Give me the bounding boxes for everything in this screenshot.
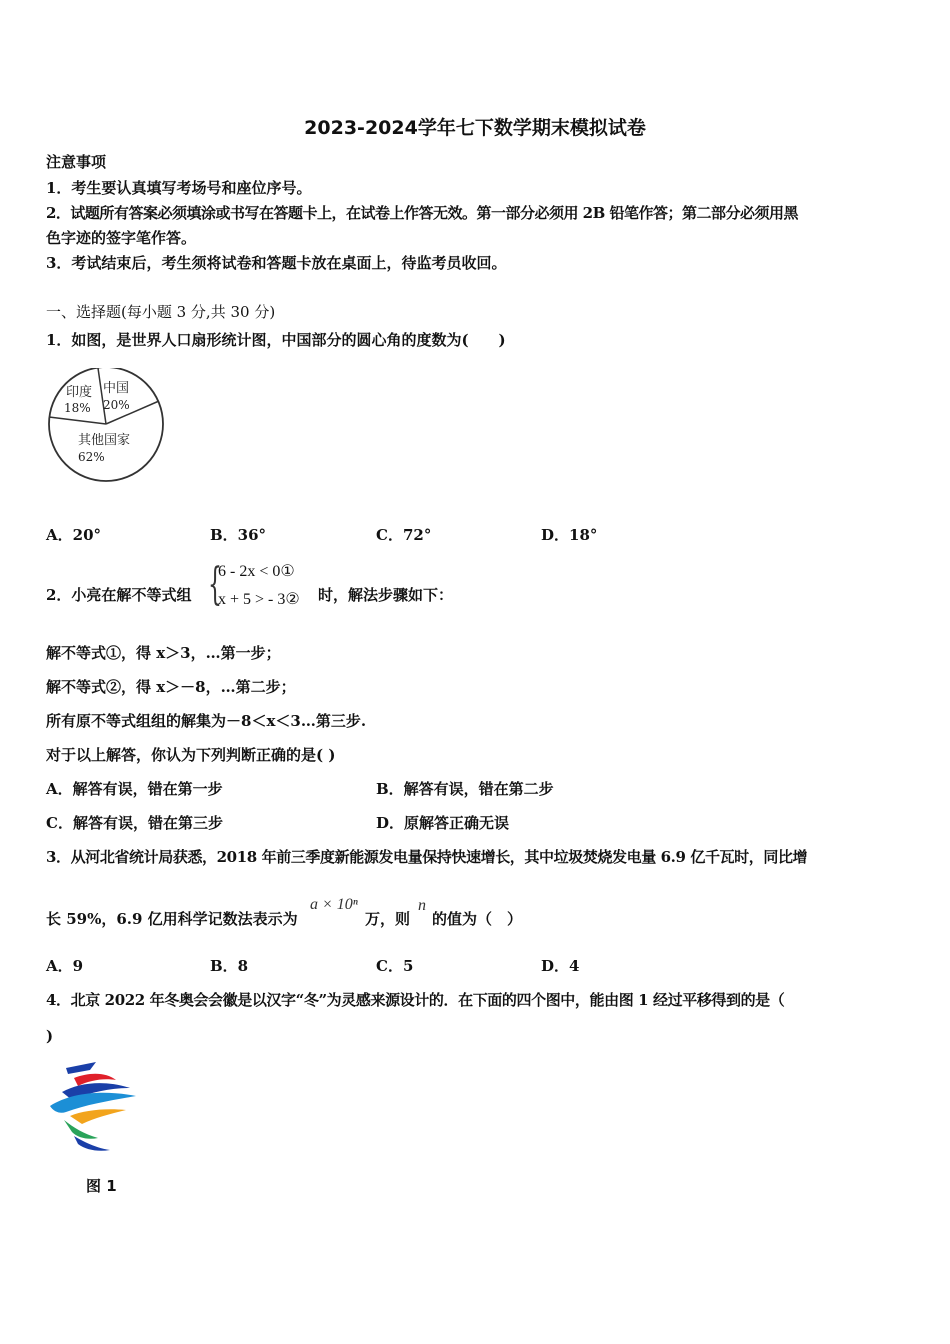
population-pie-chart — [40, 368, 170, 490]
q4-line-1: 4．北京 2022 年冬奥会会徽是以汉字“冬”为灵感来源设计的．在下面的四个图中，能由图 1 经过平移得到的是（ — [46, 991, 785, 1009]
q2-step-3: 所有原不等式组组的解集为－8＜x＜3…第三步. — [46, 712, 367, 730]
q3-option-d: D．4 — [541, 957, 580, 975]
q3-option-a: A．9 — [46, 957, 84, 975]
q3-line-2-mid: 万，则 — [365, 910, 411, 928]
pie-value-india: 18% — [64, 401, 91, 415]
q2-step-1: 解不等式①，得 x＞3，…第一步； — [46, 644, 281, 662]
notice-item-2b: 色字迹的签字笔作答。 — [46, 229, 197, 247]
variable-n: n — [418, 897, 426, 914]
q2-stem-suffix: 时，解法步骤如下： — [318, 586, 454, 604]
q2-option-a: A．解答有误，错在第一步 — [46, 780, 223, 798]
winter-olympics-emblem-icon — [44, 1058, 140, 1154]
notice-item-1: 1．考生要认真填写考场号和座位序号。 — [46, 179, 312, 197]
q3-line-2-suffix: 的值为（ ） — [432, 910, 523, 928]
pie-divider-india-china — [98, 368, 106, 424]
q1-option-b: B．36° — [210, 526, 267, 544]
q2-stem-prefix: 2．小亮在解不等式组 — [46, 586, 192, 604]
section-heading: 一、选择题(每小题 3 分,共 30 分) — [46, 303, 276, 321]
q3-option-b: B．8 — [210, 957, 249, 975]
inequality-system — [208, 558, 318, 614]
inequality-1: 6 - 2x < 0① — [218, 563, 295, 580]
q2-option-c: C．解答有误，错在第三步 — [46, 814, 223, 832]
pie-value-china: 20% — [103, 398, 130, 412]
scientific-notation-expr: a × 10ⁿ — [310, 896, 358, 913]
q1-option-c: C．72° — [376, 526, 432, 544]
q3-line-1: 3．从河北省统计局获悉，2018 年前三季度新能源发电量保持快速增长，其中垃圾焚烧发电量 6.9 亿千瓦时，同比增 — [46, 848, 808, 866]
q1-option-d: D．18° — [541, 526, 598, 544]
notice-item-2a: 2．试题所有答案必须填涂或书写在答题卡上，在试卷上作答无效。第一部分必须用 2B 铅笔作答；第二部分必须用黑 — [46, 204, 799, 222]
page-title: 2023-2024学年七下数学期末模拟试卷 — [304, 117, 646, 139]
q3-option-c: C．5 — [376, 957, 414, 975]
inequality-2: x + 5 > - 3② — [218, 591, 300, 608]
notice-heading: 注意事项 — [46, 153, 107, 171]
pie-label-other: 其他国家 — [78, 433, 131, 448]
figure-1-caption: 图 1 — [86, 1177, 117, 1195]
system-brace: { — [208, 559, 222, 610]
pie-label-india: 印度 — [66, 385, 93, 400]
q2-question: 对于以上解答，你认为下列判断正确的是( ) — [46, 746, 336, 764]
q2-step-2: 解不等式②，得 x＞－8，…第二步； — [46, 678, 296, 696]
q2-option-b: B．解答有误，错在第二步 — [376, 780, 554, 798]
q3-line-2-prefix: 长 59%，6.9 亿用科学记数法表示为 — [46, 910, 298, 928]
q2-option-d: D．原解答正确无误 — [376, 814, 510, 832]
q4-line-2: ) — [46, 1027, 54, 1045]
q1-option-a: A．20° — [46, 526, 102, 544]
pie-label-china: 中国 — [103, 381, 130, 396]
pie-divider-other-india — [49, 417, 106, 424]
q1-stem: 1．如图，是世界人口扇形统计图，中国部分的圆心角的度数为( ) — [46, 331, 506, 349]
pie-value-other: 62% — [78, 450, 105, 464]
notice-item-3: 3．考试结束后，考生须将试卷和答题卡放在桌面上，待监考员收回。 — [46, 254, 507, 272]
